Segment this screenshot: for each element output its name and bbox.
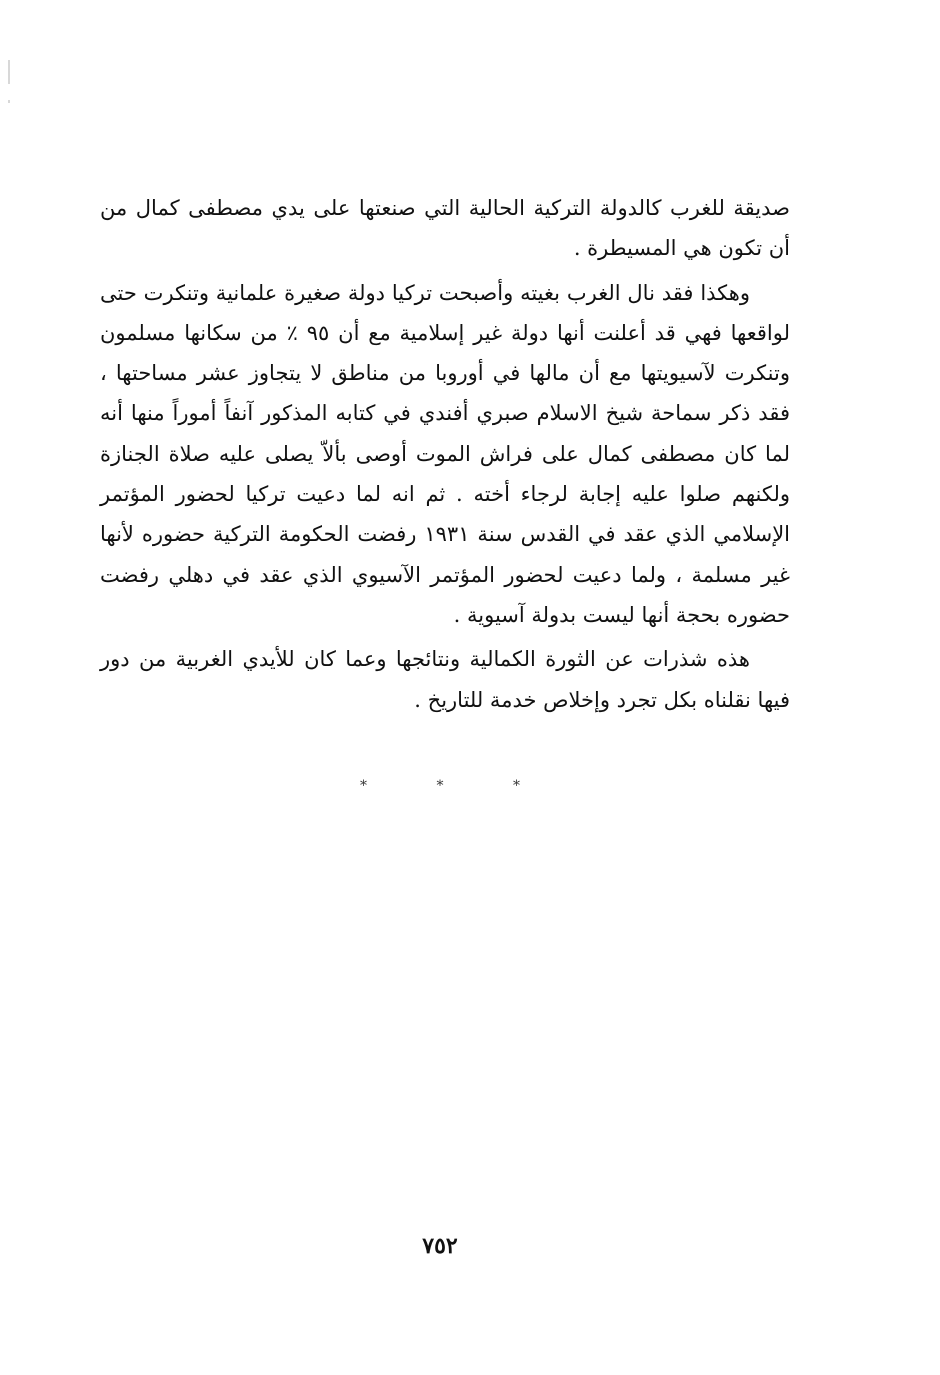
asterisk-icon: * bbox=[360, 778, 367, 794]
page-number: ٧٥٢ bbox=[422, 1233, 458, 1259]
asterisk-icon: * bbox=[513, 778, 520, 794]
asterisk-icon: * bbox=[436, 778, 444, 794]
section-separator bbox=[360, 778, 520, 794]
scan-edge-mark bbox=[8, 60, 10, 84]
paragraph: وهكذا فقد نال الغرب بغيته وأصبحت تركيا دولة صغيرة علمانية وتنكرت حتى لواقعها فهي قد أعلنت أنها دولة غير إسلامية مع أن ٩٥ ٪ من سكانها مسلمون وتنكرت لآسيويتها مع أن مالها في أوروبا من مناطق لا يتجاوز عشر مساحتها ، فقد ذكر سماحة شيخ الاسلام صبري أفندي في كتابه المذكور آنفاً أموراً منها أنه لما كان مصطفى كمال على فراش الموت أوصى بألاّ يصلى عليه صلاة الجنازة ولكنهم صلوا عليه إجابة لرجاء أخته . ثم انه لما دعيت تركيا لحضور المؤتمر الإسلامي الذي عقد في القدس سنة ١٩٣١ رفضت الحكومة التركية حضوره لأنها غير مسلمة ، ولما دعيت لحضور المؤتمر الآسيوي الذي عقد في دهلي رفضت حضوره بحجة أنها ليست بدولة آسيوية . bbox=[100, 280, 791, 627]
paragraph: هذه شذرات عن الثورة الكمالية ونتائجها وعما كان للأيدي الغربية من دور فيها نقلناه بكل تجرد وإخلاص خدمة للتاريخ . bbox=[100, 647, 790, 712]
scan-edge-mark bbox=[8, 100, 10, 103]
body-text bbox=[100, 188, 790, 724]
paragraph-continued: صديقة للغرب كالدولة التركية الحالية التي صنعتها على يدي مصطفى كمال من أن تكون هي المسيطرة . bbox=[100, 196, 790, 261]
